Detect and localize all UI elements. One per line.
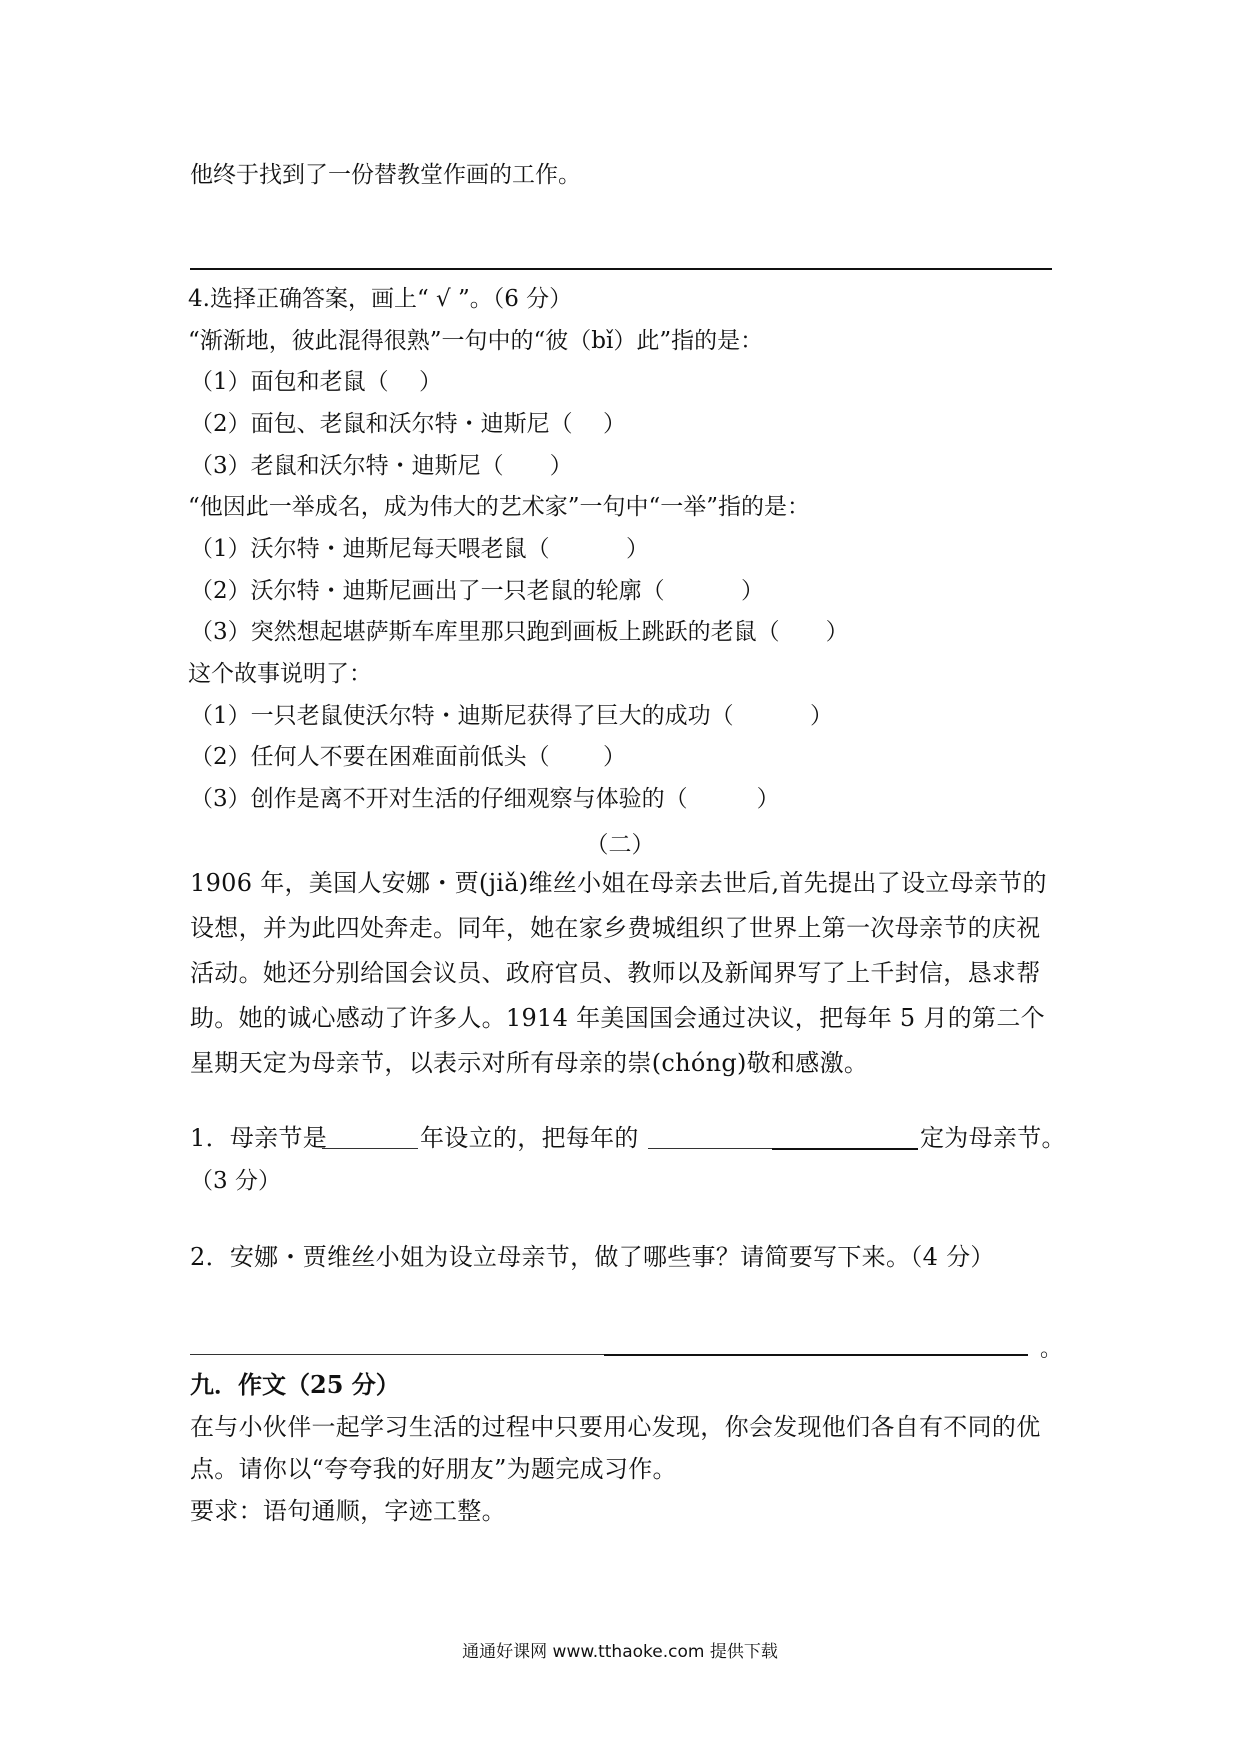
- q1-score: （3 分）: [190, 1168, 281, 1194]
- q2-end-mark: 。: [1040, 1337, 1063, 1362]
- essay-requirement: 要求：语句通顺，字迹工整。: [190, 1497, 506, 1525]
- q4-group3-option1[interactable]: （1）一只老鼠使沃尔特・迪斯尼获得了巨大的成功（ ）: [190, 703, 833, 729]
- essay-line-2: 点。请你以“夸夸我的好朋友”为题完成习作。: [190, 1455, 677, 1483]
- q4-group1-option3[interactable]: （3）老鼠和沃尔特・迪斯尼（ ）: [190, 453, 573, 479]
- passage-line-1: 1906 年，美国人安娜・贾(jiǎ)维丝小姐在母亲去世后,首先提出了设立母亲节的: [190, 869, 1047, 897]
- q1-middle: 年设立的，把每年的: [420, 1124, 639, 1152]
- q2-prompt: 2．安娜・贾维丝小姐为设立母亲节，做了哪些事？请简要写下来。（4 分）: [190, 1243, 995, 1271]
- q4-group3-option2[interactable]: （2）任何人不要在困难面前低头（ ）: [190, 744, 626, 770]
- part1-last-line: 他终于找到了一份替教堂作画的工作。: [190, 162, 581, 188]
- section2-mark: （二）: [585, 832, 655, 858]
- passage-line-2: 设想，并为此四处奔走。同年，她在家乡费城组织了世界上第一次母亲节的庆祝: [190, 914, 1041, 942]
- q4-group2-stem: “他因此一举成名，成为伟大的艺术家”一句中“一举”指的是：: [188, 494, 811, 520]
- q4-group2-option1[interactable]: （1）沃尔特・迪斯尼每天喂老鼠（ ）: [190, 536, 649, 562]
- q4-group1-stem: “渐渐地，彼此混得很熟”一句中的“彼（bǐ）此”指的是：: [188, 328, 764, 354]
- q4-group2-option2[interactable]: （2）沃尔特・迪斯尼画出了一只老鼠的轮廓（ ）: [190, 578, 764, 604]
- q1-blank-date-part2[interactable]: [772, 1148, 918, 1150]
- passage-line-5: 星期天定为母亲节，以表示对所有母亲的崇(chóng)敬和感激。: [190, 1049, 869, 1077]
- q1-suffix: 定为母亲节。: [920, 1124, 1066, 1152]
- q1-blank-year[interactable]: [322, 1148, 418, 1149]
- q4-group1-option1[interactable]: （1）面包和老鼠（ ）: [190, 369, 442, 395]
- q4-title: 4.选择正确答案，画上“ √ ”。（6 分）: [188, 286, 573, 312]
- q4-group3-option3[interactable]: （3）创作是离不开对生活的仔细观察与体验的（ ）: [190, 786, 780, 812]
- q4-group1-option2[interactable]: （2）面包、老鼠和沃尔特・迪斯尼（ ）: [190, 411, 626, 437]
- footer-download-note: 通通好课网 www.tthaoke.com 提供下载: [462, 1642, 778, 1662]
- q1-blank-date-part1[interactable]: [648, 1148, 772, 1149]
- q4-group2-option3[interactable]: （3）突然想起堪萨斯车库里那只跑到画板上跳跃的老鼠（ ）: [190, 619, 849, 645]
- passage-line-3: 活动。她还分别给国会议员、政府官员、教师以及新闻界写了上千封信，恳求帮: [190, 959, 1041, 987]
- q1-prefix: 1．母亲节是: [190, 1124, 328, 1152]
- essay-heading: 九．作文（25 分）: [190, 1370, 400, 1399]
- passage-line-4: 助。她的诚心感动了许多人。1914 年美国国会通过决议，把每年 5 月的第二个: [190, 1004, 1045, 1032]
- q4-group3-stem: 这个故事说明了：: [188, 661, 372, 687]
- q2-answer-line-part1[interactable]: [190, 1354, 604, 1355]
- answer-line[interactable]: [190, 268, 1052, 270]
- essay-line-1: 在与小伙伴一起学习生活的过程中只要用心发现，你会发现他们各自有不同的优: [190, 1413, 1041, 1441]
- q2-answer-line-part2[interactable]: [604, 1354, 1028, 1356]
